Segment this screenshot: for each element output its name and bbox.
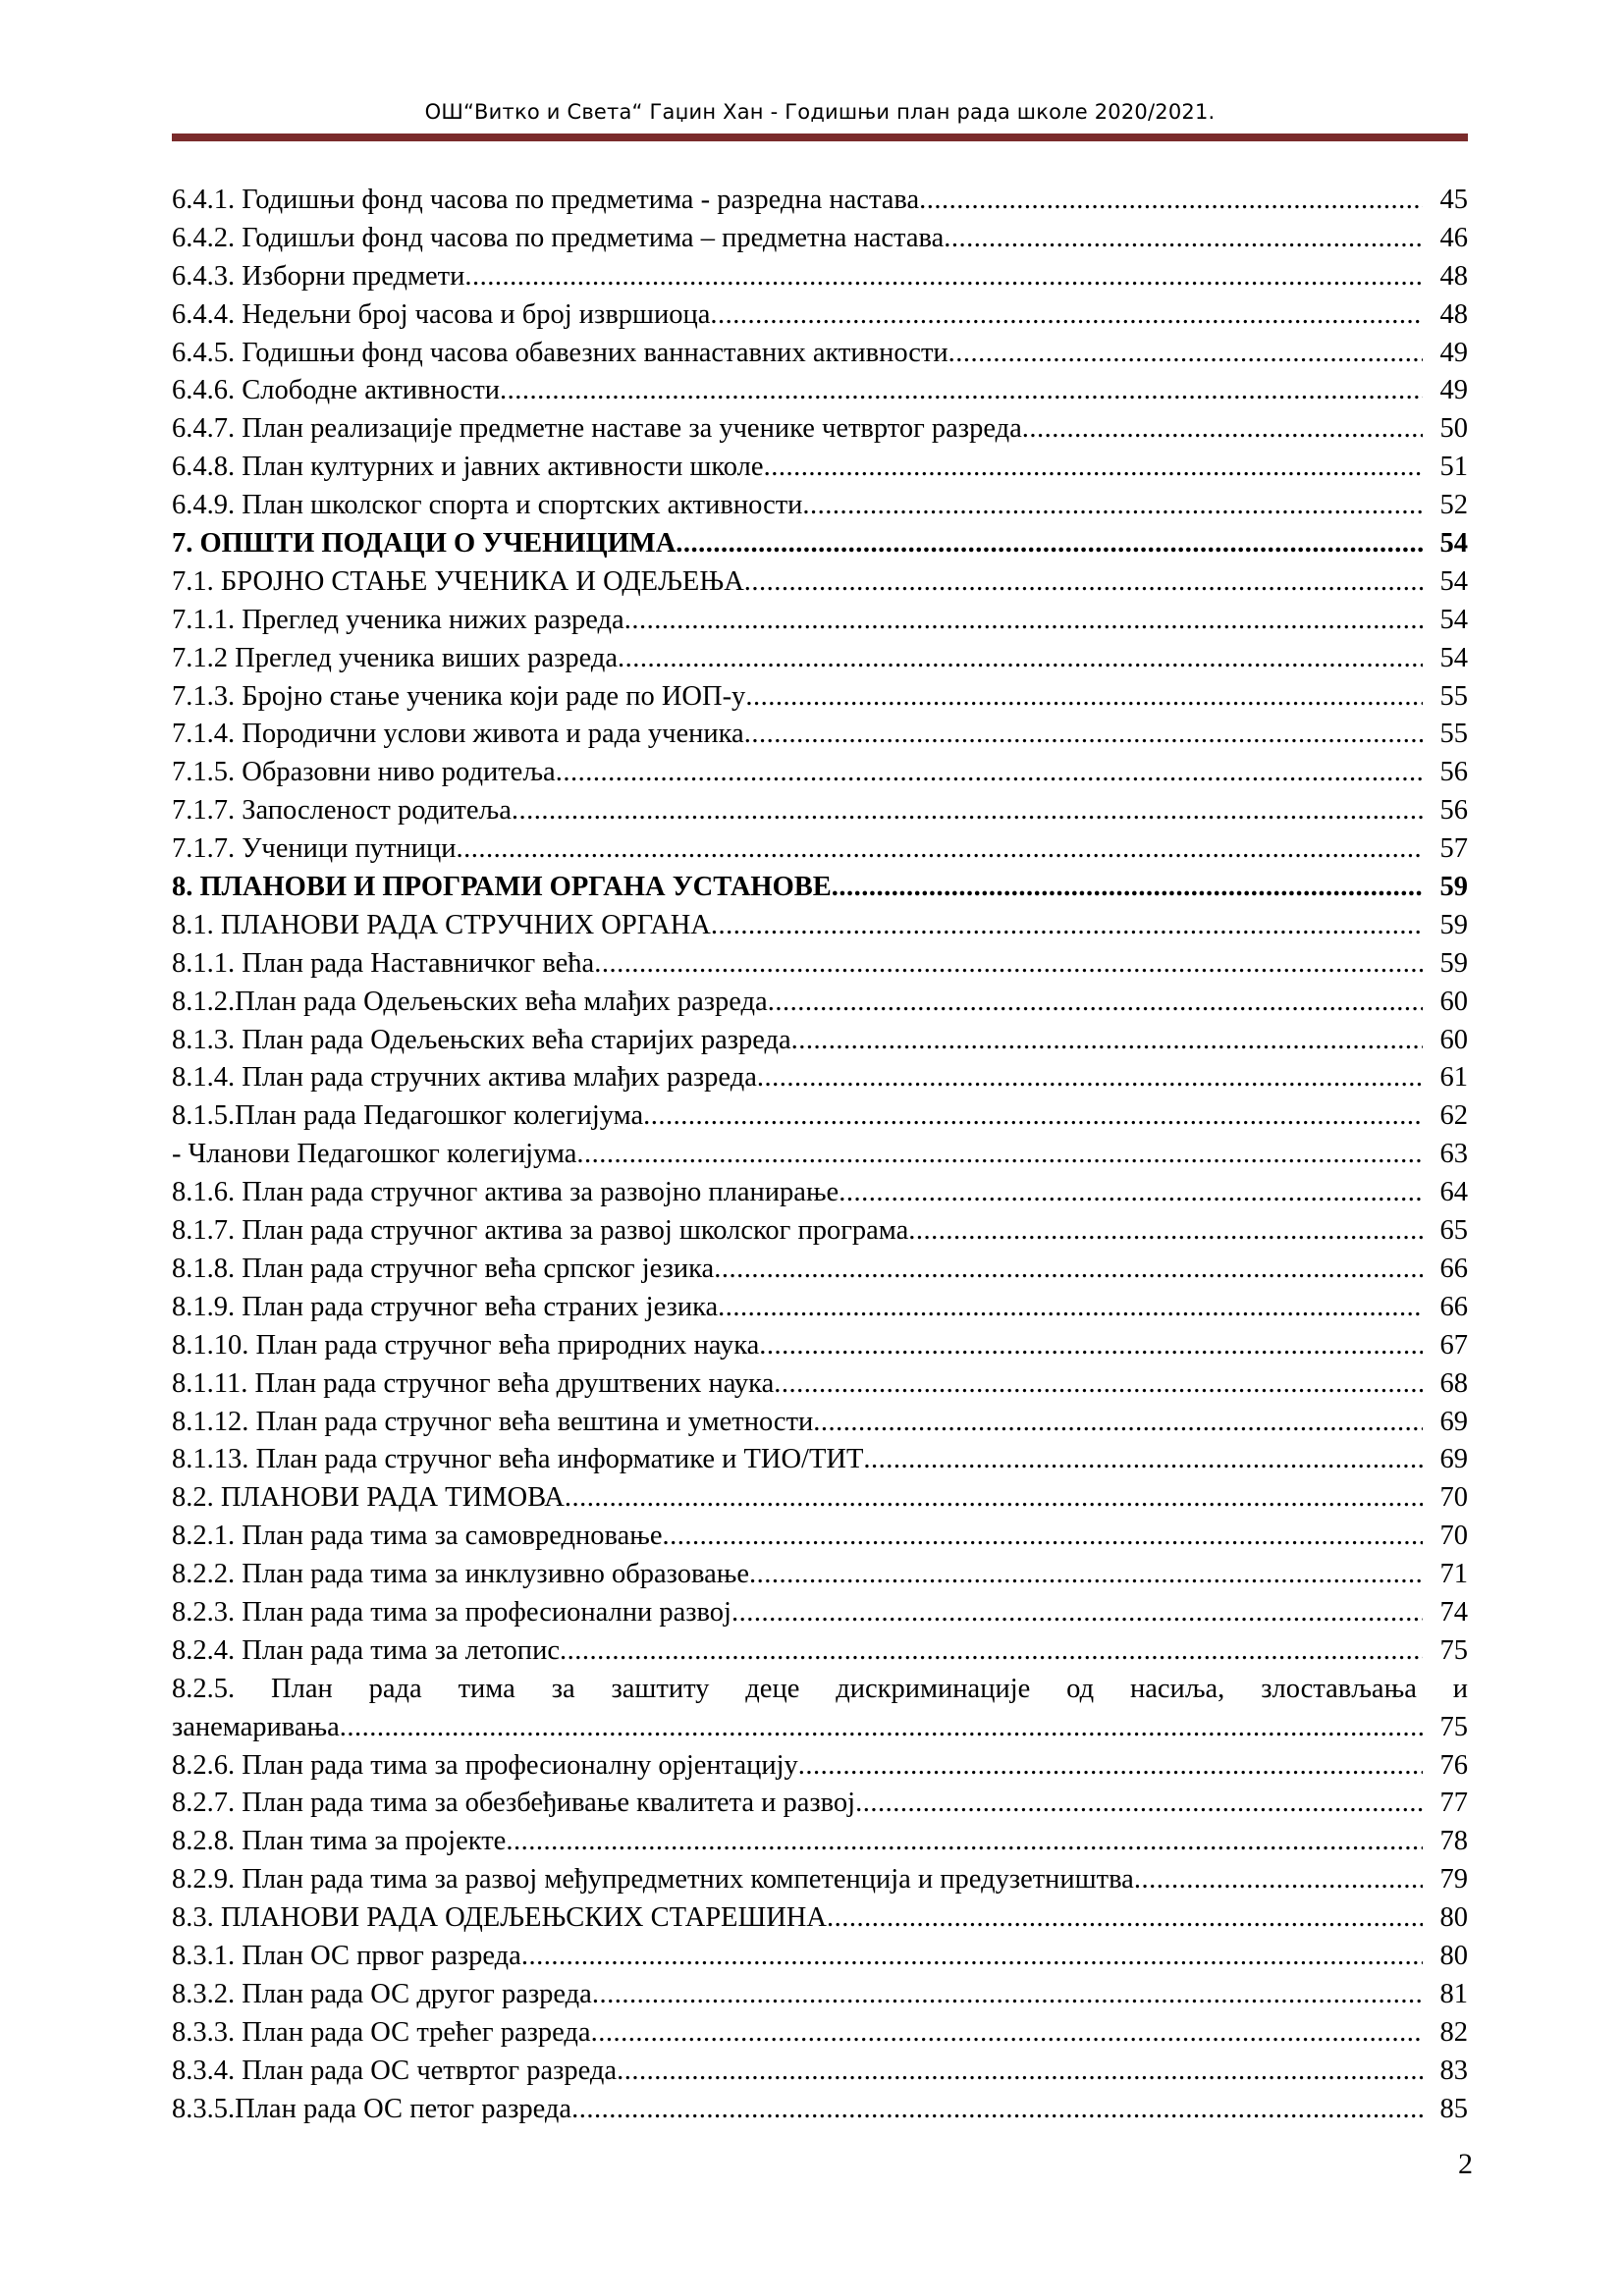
toc-dot-leader [512, 792, 1423, 830]
toc-entry-title: 6.4.7. План реализације предметне наставе за ученике четвртог разреда [172, 413, 1022, 445]
toc-entry-page: 79 [1439, 1864, 1468, 1896]
toc-entry-page: 49 [1439, 337, 1468, 368]
toc-dot-leader [764, 449, 1423, 487]
toc-entry [172, 2014, 1468, 2053]
toc-dot-leader [832, 869, 1423, 907]
toc-entry-page: 54 [1439, 528, 1468, 560]
toc-entry-title: 8.2.6. План рада тима за професионалну орјентацију [172, 1749, 798, 1781]
toc-entry [172, 563, 1468, 602]
toc-entry-title: 6.4.9. План школског спорта и спортских активности [172, 490, 803, 521]
toc-entry [172, 678, 1468, 717]
toc-entry-title: - Чланови Педагошког колегијума [172, 1139, 577, 1170]
toc-dot-leader [731, 1594, 1423, 1632]
toc-dot-leader [813, 1404, 1423, 1442]
toc-entry-title: 8.2.4. План рада тима за летопис [172, 1634, 560, 1666]
toc-entry-page: 68 [1439, 1367, 1468, 1399]
toc-entry [172, 1556, 1468, 1594]
toc-entry-page: 70 [1439, 1482, 1468, 1514]
toc-dot-leader [711, 907, 1423, 945]
toc-entry [172, 716, 1468, 754]
toc-entry-page: 60 [1439, 1024, 1468, 1055]
toc-entry-title: 8.1.1. План рада Наставничког већа [172, 947, 595, 979]
toc-dot-leader [594, 945, 1423, 984]
toc-dot-leader [710, 296, 1423, 335]
toc-entry [172, 335, 1468, 373]
toc-entry-title: 8.1.6. План рада стручног актива за развојно планирање [172, 1177, 839, 1208]
toc-entry-page: 49 [1439, 375, 1468, 406]
toc-entry-page: 80 [1439, 1940, 1468, 1971]
toc-entry-page: 48 [1439, 298, 1468, 330]
toc-dot-leader [576, 1136, 1423, 1174]
toc-entry-page: 77 [1439, 1788, 1468, 1819]
toc-entry-page: 60 [1439, 986, 1468, 1017]
toc-entry-title: 6.4.2. Годишљи фонд часова по предметима – предметна настава [172, 222, 945, 253]
toc-entry-title: 8.1.10. План рада стручног већа природних наука [172, 1329, 760, 1361]
toc-entry [172, 1251, 1468, 1289]
toc-entry-title: 8. ПЛАНОВИ И ПРОГРАМИ ОРГАНА УСТАНОВЕ [172, 872, 832, 903]
toc-dot-leader [768, 984, 1423, 1022]
toc-dot-leader [676, 525, 1423, 563]
toc-entry-title: 8.3.1. План ОС првог разреда [172, 1940, 521, 1971]
toc-dot-leader [759, 1327, 1423, 1365]
toc-dot-leader [457, 830, 1423, 869]
toc-entry [172, 1289, 1468, 1327]
toc-entry [172, 1327, 1468, 1365]
toc-entry-title: 7.1.4. Породични услови живота и рада ученика [172, 719, 744, 750]
toc-entry [172, 182, 1468, 220]
toc-entry-title: 6.4.8. План културних и јавних активности школе [172, 452, 764, 483]
table-of-contents [172, 182, 1468, 2128]
toc-entry-title: 7. ОПШТИ ПОДАЦИ О УЧЕНИЦИМА [172, 528, 677, 560]
toc-dot-leader [506, 1823, 1423, 1861]
toc-dot-leader [592, 1976, 1423, 2014]
toc-entry-title-line2 [172, 1709, 1468, 1747]
toc-dot-leader [798, 1747, 1423, 1786]
running-header: ОШ“Витко и Света“ Гаџин Хан - Годишњи план рада школе 2020/2021. [424, 100, 1216, 124]
toc-dot-leader [521, 1938, 1423, 1976]
toc-entry [172, 220, 1468, 258]
toc-entry [172, 1823, 1468, 1861]
toc-entry-title: 8.2.1. План рада тима за самовредновање [172, 1521, 663, 1552]
toc-entry [172, 1938, 1468, 1976]
toc-entry-page: 65 [1439, 1215, 1468, 1247]
toc-entry-title: 8.2.7. План рада тима за обезбеђивање квалитета и развој [172, 1788, 856, 1819]
toc-entry-title: 8.3.3. План рада ОС трећег разреда [172, 2016, 591, 2048]
toc-dot-leader [591, 2014, 1423, 2053]
toc-dot-leader [749, 1556, 1423, 1594]
toc-dot-leader [718, 1289, 1423, 1327]
toc-entry-page: 59 [1439, 872, 1468, 903]
toc-entry-page: 52 [1439, 490, 1468, 521]
toc-entry [172, 2053, 1468, 2091]
toc-dot-leader [774, 1365, 1423, 1404]
toc-entry-title: 8.3.4. План рада ОС четвртог разреда [172, 2055, 618, 2086]
toc-entry-page: 75 [1439, 1634, 1468, 1666]
toc-entry [172, 487, 1468, 525]
toc-entry-title: 8.2.9. План рада тима за развој међупредметних компетенција и предузетништва [172, 1864, 1134, 1896]
toc-entry [172, 1136, 1468, 1174]
toc-entry-title: 8.1.5.План рада Педагошког колегијума [172, 1100, 644, 1132]
toc-entry-title: 8.1.12. План рада стручног већа вештина и уметности [172, 1406, 814, 1437]
page-number: 2 [1458, 2148, 1473, 2180]
toc-entry [172, 1861, 1468, 1899]
header-rule [172, 133, 1468, 141]
toc-entry-title: 7.1.3. Бројно стање ученика који раде по ИОП-у [172, 680, 746, 712]
toc-entry-title: 8.2.8. План тима за пројекте [172, 1826, 507, 1857]
toc-entry-title: 6.4.4. Недељни број часова и број извршиоца [172, 298, 711, 330]
toc-entry [172, 525, 1468, 563]
toc-entry [172, 449, 1468, 487]
toc-entry-title: 8.1.11. План рада стручног већа друштвених наука [172, 1367, 775, 1399]
toc-entry-title: 8.3.5.План рада ОС петог разреда [172, 2093, 572, 2124]
toc-entry-page: 63 [1439, 1139, 1468, 1170]
toc-entry-page: 50 [1439, 413, 1468, 445]
toc-dot-leader [757, 1059, 1423, 1097]
toc-entry-title: 6.4.6. Слободне активности [172, 375, 501, 406]
toc-entry-page: 82 [1439, 2016, 1468, 2048]
toc-dot-leader [624, 602, 1423, 640]
toc-entry [172, 1594, 1468, 1632]
toc-entry [172, 1212, 1468, 1251]
toc-entry-title-line1: 8.2.5. План рада тима за заштиту деце дискриминације од насиља, злоставља​ња и [172, 1673, 1468, 1704]
toc-entry [172, 372, 1468, 410]
toc-entry-title: 7.1. БРОЈНО СТАЊЕ УЧЕНИКА И ОДЕЉЕЊА [172, 565, 744, 597]
toc-entry [172, 1518, 1468, 1556]
toc-entry-title: 8.3.2. План рада ОС другог разреда [172, 1978, 592, 2009]
toc-entry-title: 7.1.1. Преглед ученика нижих разреда [172, 604, 624, 635]
toc-entry-title: 8.1. ПЛАНОВИ РАДА СТРУЧНИХ ОРГАНА [172, 909, 711, 940]
toc-entry-page: 54 [1439, 642, 1468, 673]
toc-entry-title: 8.3. ПЛАНОВИ РАДА ОДЕЉЕЊСКИХ СТАРЕШИНА [172, 1902, 827, 1934]
toc-entry [172, 1059, 1468, 1097]
toc-dot-leader [714, 1251, 1423, 1289]
toc-entry-page: 66 [1439, 1253, 1468, 1284]
toc-dot-leader [464, 258, 1423, 296]
toc-entry [172, 869, 1468, 907]
toc-entry-page: 78 [1439, 1826, 1468, 1857]
toc-entry-page: 74 [1439, 1596, 1468, 1628]
toc-entry-page: 83 [1439, 2055, 1468, 2086]
toc-entry [172, 1174, 1468, 1212]
toc-entry-title: занемаривања [172, 1711, 340, 1742]
toc-entry-page: 55 [1439, 680, 1468, 712]
toc-dot-leader [571, 2091, 1423, 2129]
toc-entry-page: 59 [1439, 947, 1468, 979]
toc-entry-title: 6.4.1. Годишњи фонд часова по предметима - разредна настава [172, 185, 920, 215]
toc-dot-leader [500, 372, 1423, 410]
toc-entry-title: 8.1.7. План рада стручног актива за развој школског програма [172, 1215, 909, 1247]
toc-entry-title: 7.1.2 Преглед ученика виших разреда [172, 642, 619, 673]
toc-dot-leader [744, 716, 1423, 754]
toc-dot-leader [556, 754, 1423, 792]
toc-entry-title: 8.1.9. План рада стручног већа страних језика [172, 1291, 719, 1322]
toc-entry-title: 7.1.7. Ученици путници [172, 833, 457, 865]
toc-entry [172, 1899, 1468, 1938]
toc-entry-title: 8.2.3. План рада тима за професионални развој [172, 1596, 731, 1628]
toc-entry-page: 61 [1439, 1062, 1468, 1094]
toc-entry-page: 51 [1439, 452, 1468, 483]
toc-dot-leader [1022, 410, 1423, 449]
toc-entry [172, 258, 1468, 296]
toc-entry-page: 64 [1439, 1177, 1468, 1208]
toc-entry [172, 602, 1468, 640]
toc-entry [172, 410, 1468, 449]
toc-entry-page: 56 [1439, 757, 1468, 788]
toc-entry-title: 8.1.13. План рада стручног већа информатике и ТИО/ТИТ [172, 1444, 864, 1475]
toc-entry-page: 70 [1439, 1521, 1468, 1552]
toc-entry-page: 85 [1439, 2093, 1468, 2124]
toc-entry-title: 7.1.7. Запосленост родитеља [172, 795, 512, 827]
toc-dot-leader [744, 563, 1423, 602]
toc-dot-leader [863, 1441, 1423, 1479]
toc-entry [172, 1097, 1468, 1136]
toc-entry [172, 2091, 1468, 2129]
toc-entry-page: 48 [1439, 260, 1468, 292]
toc-entry [172, 1747, 1468, 1786]
toc-entry-title: 7.1.5. Образовни ниво родитеља [172, 757, 556, 788]
toc-entry [172, 907, 1468, 945]
toc-entry-title: 6.4.3. Изборни предмети [172, 260, 465, 292]
toc-entry [172, 1479, 1468, 1518]
toc-entry [172, 1022, 1468, 1060]
toc-dot-leader [617, 2053, 1423, 2091]
toc-entry [172, 792, 1468, 830]
toc-entry [172, 1976, 1468, 2014]
toc-entry-page: 55 [1439, 719, 1468, 750]
toc-entry [172, 1404, 1468, 1442]
toc-entry [172, 640, 1468, 678]
toc-dot-leader [663, 1518, 1423, 1556]
toc-dot-leader [919, 182, 1423, 220]
toc-entry-title: 8.2. ПЛАНОВИ РАДА ТИМОВА [172, 1482, 565, 1514]
toc-entry-page: 54 [1439, 565, 1468, 597]
toc-entry-page: 66 [1439, 1291, 1468, 1322]
toc-dot-leader [745, 678, 1423, 717]
toc-entry [172, 296, 1468, 335]
toc-entry [172, 754, 1468, 792]
toc-entry [172, 1365, 1468, 1404]
toc-entry-page: 57 [1439, 833, 1468, 865]
toc-dot-leader [565, 1479, 1423, 1518]
toc-entry-title: 8.1.3. План рада Одељењских већа старијих разреда [172, 1024, 791, 1055]
toc-entry-title: 8.1.4. План рада стручних актива млађих разреда [172, 1062, 757, 1094]
toc-dot-leader [827, 1899, 1423, 1938]
toc-dot-leader [855, 1785, 1423, 1823]
toc-dot-leader [791, 1022, 1423, 1060]
toc-dot-leader [839, 1174, 1423, 1212]
toc-dot-leader [643, 1097, 1423, 1136]
toc-entry [172, 1441, 1468, 1479]
toc-entry-title: 8.2.2. План рада тима за инклузивно образовање [172, 1559, 750, 1590]
toc-entry-page: 56 [1439, 795, 1468, 827]
toc-entry-page: 75 [1439, 1711, 1468, 1742]
toc-entry-page: 59 [1439, 909, 1468, 940]
toc-dot-leader [340, 1709, 1423, 1747]
toc-entry-title: 8.1.8. План рада стручног већа српског језика [172, 1253, 715, 1284]
toc-dot-leader [618, 640, 1423, 678]
toc-dot-leader [948, 335, 1423, 373]
toc-entry-wrapped [172, 1671, 1468, 1747]
toc-entry-page: 71 [1439, 1559, 1468, 1590]
toc-entry-page: 69 [1439, 1444, 1468, 1475]
toc-dot-leader [908, 1212, 1423, 1251]
toc-entry-page: 62 [1439, 1100, 1468, 1132]
toc-entry-title: 8.1.2.План рада Одељењских већа млађих разреда [172, 986, 768, 1017]
toc-dot-leader [802, 487, 1423, 525]
toc-entry [172, 1632, 1468, 1671]
toc-entry-page: 67 [1439, 1329, 1468, 1361]
toc-entry-page: 80 [1439, 1902, 1468, 1934]
toc-entry-page: 69 [1439, 1406, 1468, 1437]
toc-entry [172, 1785, 1468, 1823]
toc-entry [172, 945, 1468, 984]
toc-dot-leader [560, 1632, 1423, 1671]
toc-dot-leader [944, 220, 1423, 258]
toc-entry [172, 984, 1468, 1022]
toc-entry [172, 830, 1468, 869]
toc-entry-page: 81 [1439, 1978, 1468, 2009]
toc-entry-title: 6.4.5. Годишњи фонд часова обавезних ваннаставних активности [172, 337, 948, 368]
toc-entry-page: 76 [1439, 1749, 1468, 1781]
toc-entry-page: 46 [1439, 222, 1468, 253]
toc-dot-leader [1134, 1861, 1423, 1899]
toc-entry-page: 45 [1439, 185, 1468, 215]
toc-entry-page: 54 [1439, 604, 1468, 635]
